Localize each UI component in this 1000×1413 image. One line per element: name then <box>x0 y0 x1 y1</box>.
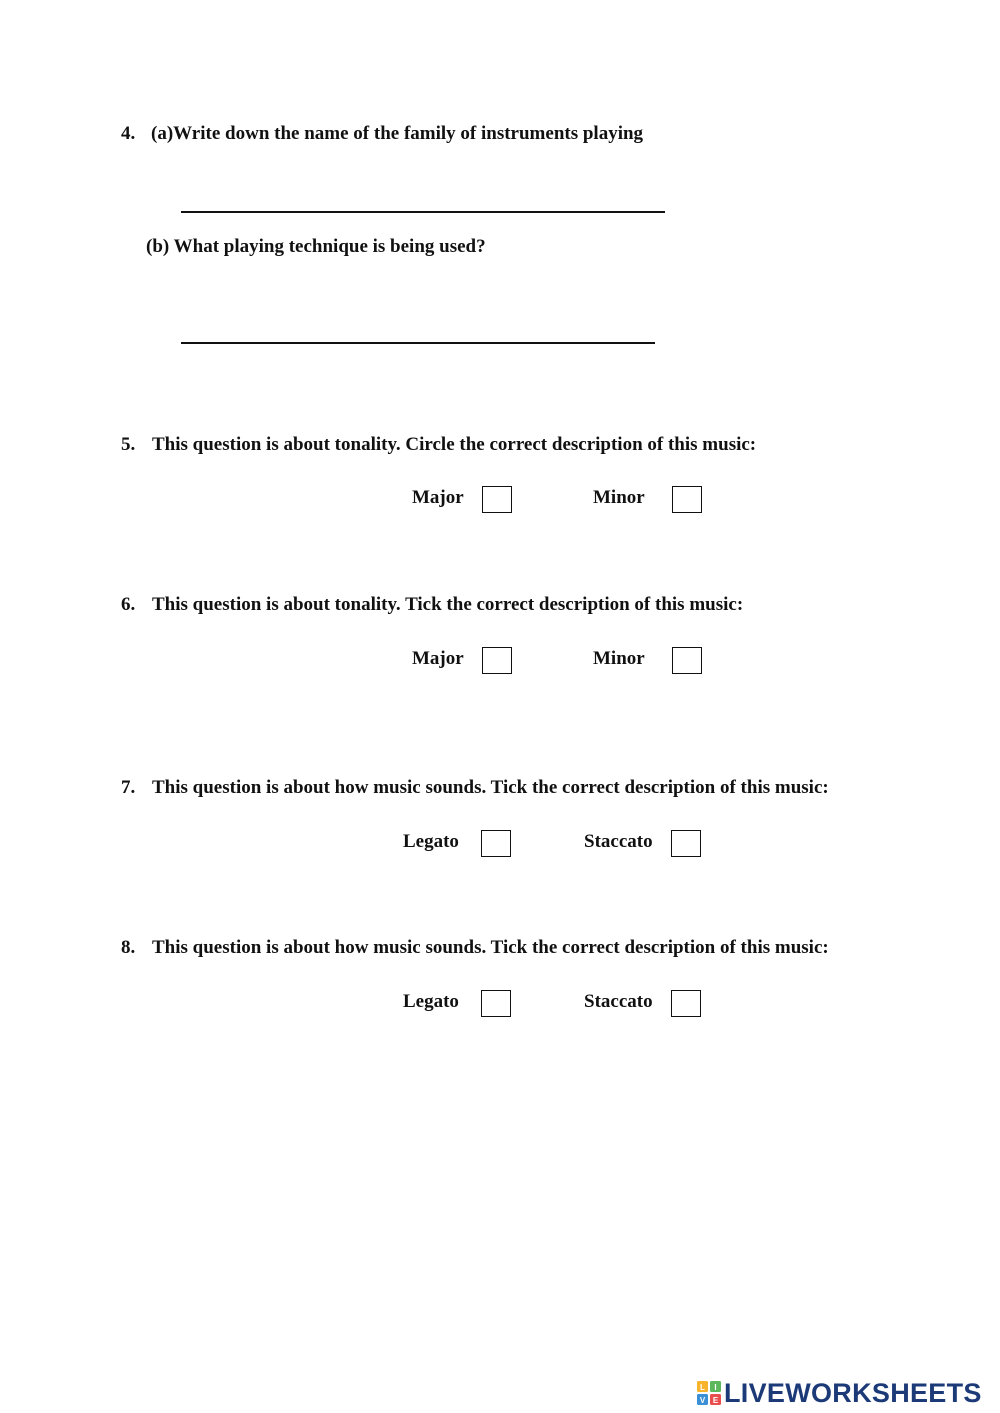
option-label-minor: Minor <box>593 648 645 669</box>
option-label-legato: Legato <box>403 991 459 1012</box>
svg-text:E: E <box>712 1396 719 1405</box>
svg-text:L: L <box>700 1383 705 1392</box>
option-label-staccato: Staccato <box>584 991 653 1012</box>
question-5-text: This question is about tonality. Circle the correct description of this music: <box>152 434 757 455</box>
legato-checkbox[interactable] <box>481 990 511 1017</box>
liveworksheets-logo-icon <box>697 1381 721 1405</box>
minor-checkbox[interactable] <box>672 647 702 674</box>
option-label-staccato: Staccato <box>584 831 653 852</box>
staccato-checkbox[interactable] <box>671 990 701 1017</box>
legato-checkbox[interactable] <box>481 830 511 857</box>
question-7-text: This question is about how music sounds. Tick the correct description of this music: <box>152 777 829 798</box>
option-label-minor: Minor <box>593 487 645 508</box>
question-number: 5. <box>121 434 136 455</box>
question-number: 4. <box>121 123 136 144</box>
answer-line-4b[interactable] <box>181 342 655 344</box>
question-number: 8. <box>121 937 136 958</box>
option-label-legato: Legato <box>403 831 459 852</box>
svg-text:I: I <box>714 1383 717 1392</box>
liveworksheets-logo[interactable] <box>697 1378 982 1408</box>
major-checkbox[interactable] <box>482 647 512 674</box>
svg-text:V: V <box>699 1396 706 1405</box>
option-label-major: Major <box>412 487 464 508</box>
option-label-major: Major <box>412 648 464 669</box>
question-4a-text: (a)Write down the name of the family of instruments playing <box>151 123 644 144</box>
minor-checkbox[interactable] <box>672 486 702 513</box>
logo-text: LIVEWORKSHEETS <box>724 1377 982 1408</box>
question-number: 7. <box>121 777 136 798</box>
major-checkbox[interactable] <box>482 486 512 513</box>
question-6-text: This question is about tonality. Tick the correct description of this music: <box>152 594 744 615</box>
question-8-text: This question is about how music sounds. Tick the correct description of this music: <box>152 937 829 958</box>
answer-line-4a[interactable] <box>181 211 665 213</box>
staccato-checkbox[interactable] <box>671 830 701 857</box>
question-number: 6. <box>121 594 136 615</box>
question-4b-text: (b) What playing technique is being used? <box>146 236 486 257</box>
